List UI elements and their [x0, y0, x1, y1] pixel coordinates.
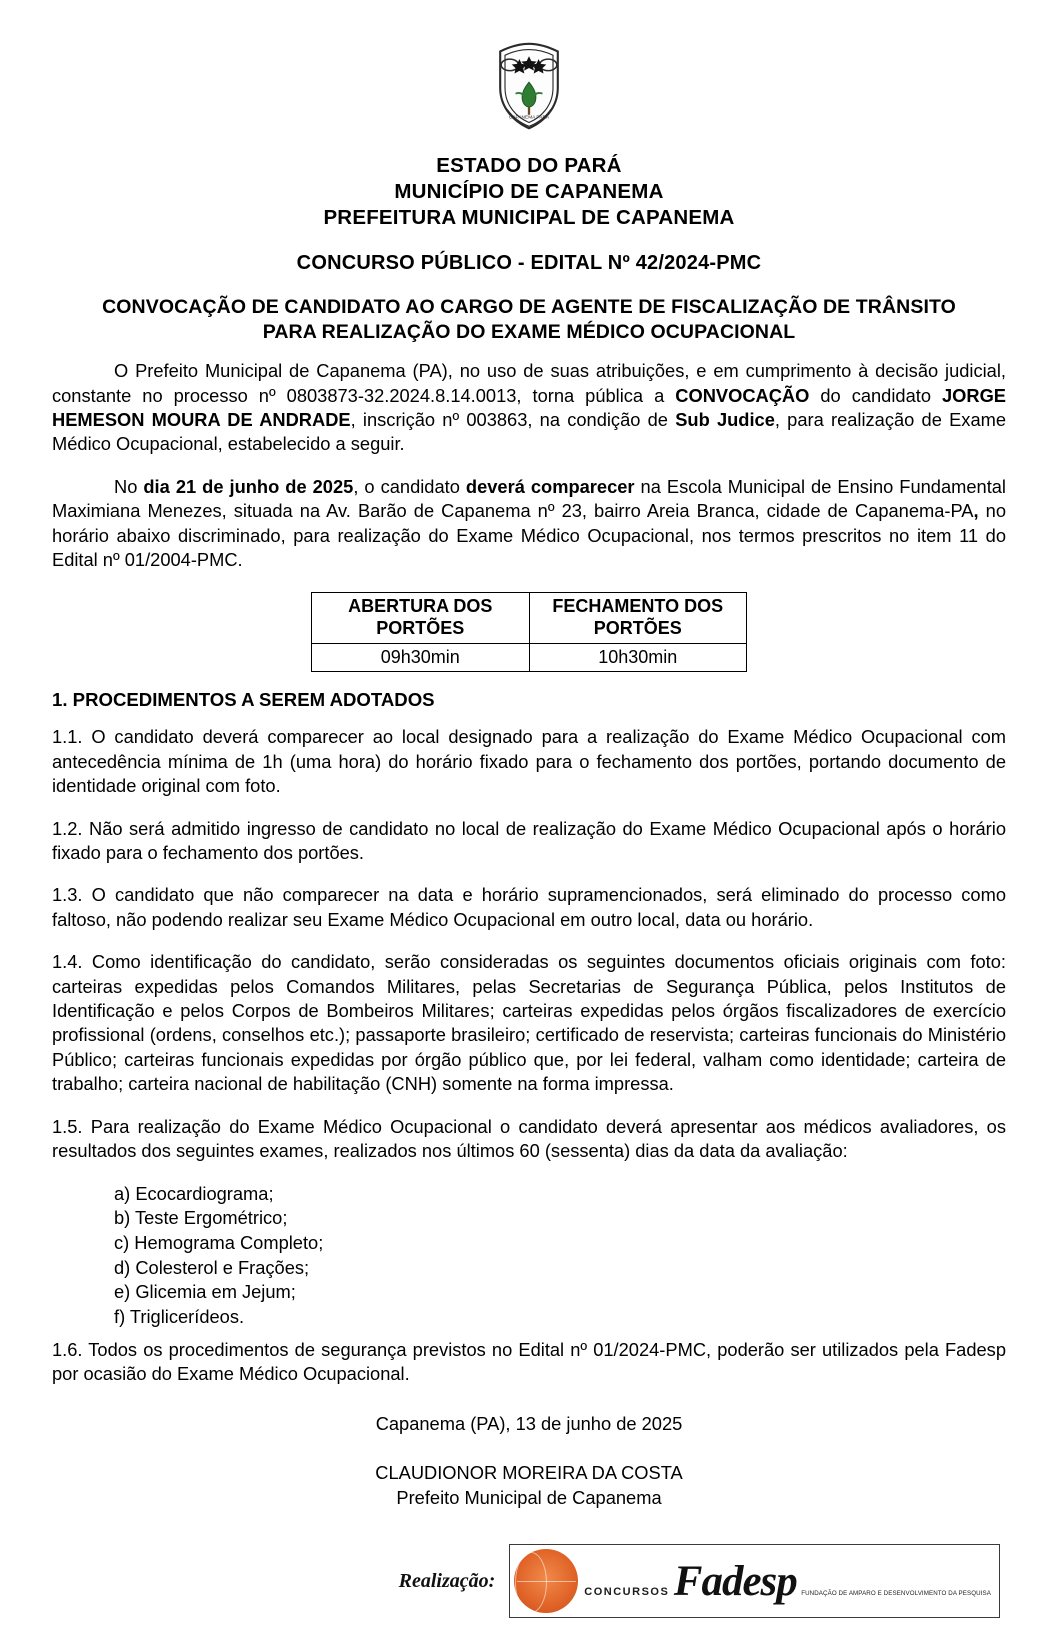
list-item: e) Glicemia em Jejum; — [114, 1281, 296, 1303]
signature-role: Prefeito Municipal de Capanema — [396, 1486, 662, 1508]
gates-table-wrapper — [52, 592, 1006, 672]
p1-b2: JORGE HEMESON MOURA DE ANDRADE — [52, 384, 1007, 431]
fadesp-wordmark: Fadesp — [673, 1557, 797, 1605]
header-line-2: MUNICÍPIO DE CAPANEMA — [394, 180, 664, 204]
clause-1-3: 1.3. O candidato que não comparecer na data e horário supramencionados, será eliminado do processo como faltoso, não podendo realizar seu Exame Médico Ocupacional em outro local, data ou horário. — [52, 884, 1006, 930]
p1-t4: , para realização de Exame Médico Ocupacional, estabelecido a seguir. — [52, 409, 1007, 455]
cell-abertura-hora: 09h30min — [312, 644, 530, 672]
list-item: b) Teste Ergométrico; — [114, 1207, 288, 1229]
clause-1-1: 1.1. O candidato deverá comparecer ao local designado para a realização do Exame Médico Ocupacional com antecedência mínima de 1h (uma hora) do horário fixado para o fechamento dos portões, portando documento de identidade original com foto. — [52, 726, 1006, 796]
footer-realizacao — [52, 1544, 1006, 1618]
table-header-abertura: ABERTURA DOS PORTÕES — [312, 593, 530, 644]
paragraph-data-local — [52, 475, 1006, 572]
globe-icon — [514, 1549, 578, 1613]
exam-list — [52, 1182, 1006, 1330]
crest-container — [52, 38, 1006, 139]
table-row — [312, 644, 747, 672]
page-title — [52, 295, 1006, 346]
p2-b3: , — [973, 500, 979, 522]
page-title-line-1: CONVOCAÇÃO DE CANDIDATO AO CARGO DE AGENTE DE FISCALIZAÇÃO DE TRÂNSITO — [102, 295, 956, 318]
p2-t3: na Escola Municipal de Ensino Fundamental Maximiana Menezes, situada na Av. Barão de Capanema nº 23, bairro Areia Branca, cidade de Capanema-PA — [52, 476, 1006, 522]
fadesp-tagline: FUNDAÇÃO DE AMPARO E DESENVOLVIMENTO DA PESQUISA — [801, 1589, 991, 1597]
page-title-line-2: PARA REALIZAÇÃO DO EXAME MÉDICO OCUPACIONAL — [262, 321, 796, 344]
header-line-1: ESTADO DO PARÁ — [436, 154, 622, 177]
clause-1-6: 1.6. Todos os procedimentos de segurança previstos no Edital nº 01/2024-PMC, poderão ser utilizados pela Fadesp por ocasião do Exame Médico Ocupacional. — [52, 1338, 1006, 1385]
p2-t1: No — [114, 476, 144, 497]
clause-1-4: 1.4. Como identificação do candidato, serão consideradas os seguintes documentos oficiais originais com foto: carteiras expedidas pelos Comandos Militares, pelas Secretarias de Segurança Pública, pelos Institutos de Identificação e pelos Corpos de Bombeiros Militares; carteiras expedidas pelos órgãos fiscalizadores de exercício profissional (ordens, conselhos etc.); passaporte brasileiro; certificado de reservista; carteiras funcionais do Ministério Público; carteiras funcionais expedidas por órgão público que, por lei federal, valham como identidade; carteira de trabalho; carteira nacional de habilitação (CNH) somente na forma impressa. — [52, 951, 1006, 1095]
list-item: c) Hemograma Completo; — [114, 1232, 324, 1253]
signature-block — [52, 1412, 1006, 1510]
fadesp-logo — [509, 1544, 1000, 1618]
table-header-row — [312, 593, 747, 644]
table-header-fechamento: FECHAMENTO DOS PORTÕES — [529, 593, 747, 644]
realizacao-label: Realização: — [398, 1569, 496, 1592]
p1-t1: O Prefeito Municipal de Capanema (PA), no uso de suas atribuições, e em cumprimento à decisão judicial, constante no processo nº 0803873-32.2024.8.14.0013, torna pública a — [52, 360, 1006, 406]
clause-1-5: 1.5. Para realização do Exame Médico Ocupacional o candidato deverá apresentar aos médicos avaliadores, os resultados dos seguintes exames, realizados nos últimos 60 (sessenta) dias da data da avaliação: — [52, 1115, 1006, 1161]
p2-t4: no horário abaixo discriminado, para realização do Exame Médico Ocupacional, nos termos prescritos no item 11 do Edital nº 01/2004-PMC. — [52, 500, 1006, 570]
edital-line: CONCURSO PÚBLICO - EDITAL Nº 42/2024-PMC — [296, 251, 762, 274]
signature-name: CLAUDIONOR MOREIRA DA COSTA — [375, 1462, 683, 1484]
list-item: a) Ecocardiograma; — [114, 1182, 274, 1204]
p1-b3: Sub Judice — [675, 409, 775, 431]
fadesp-logo-text — [584, 1557, 991, 1605]
svg-text:CAPANEMA PARÁ: CAPANEMA PARÁ — [508, 115, 550, 121]
clause-1-2: 1.2. Não será admitido ingresso de candidato no local de realização do Exame Médico Ocupacional após o horário fixado para o fechamento dos portões. — [52, 817, 1006, 863]
p1-t3: , inscrição nº 003863, na condição de — [350, 409, 676, 431]
header-line-3: PREFEITURA MUNICIPAL DE CAPANEMA — [323, 206, 735, 230]
cell-fechamento-hora: 10h30min — [529, 644, 747, 672]
municipal-coat-of-arms-icon — [481, 38, 577, 134]
list-item: d) Colesterol e Frações; — [114, 1256, 310, 1278]
p1-t2: do candidato — [809, 384, 942, 406]
p2-b1: dia 21 de junho de 2025 — [143, 476, 354, 497]
fadesp-concursos-label: CONCURSOS — [584, 1585, 670, 1598]
section-title-procedimentos: 1. PROCEDIMENTOS A SEREM ADOTADOS — [52, 689, 435, 711]
p2-t2: , o candidato — [353, 476, 466, 497]
gates-table — [311, 592, 747, 672]
list-item: f) Triglicerídeos. — [114, 1306, 245, 1328]
p2-b2: deverá comparecer — [465, 476, 635, 497]
p1-b1: CONVOCAÇÃO — [675, 384, 810, 406]
signature-place-date: Capanema (PA), 13 de junho de 2025 — [375, 1413, 683, 1435]
paragraph-convocacao — [52, 359, 1006, 456]
